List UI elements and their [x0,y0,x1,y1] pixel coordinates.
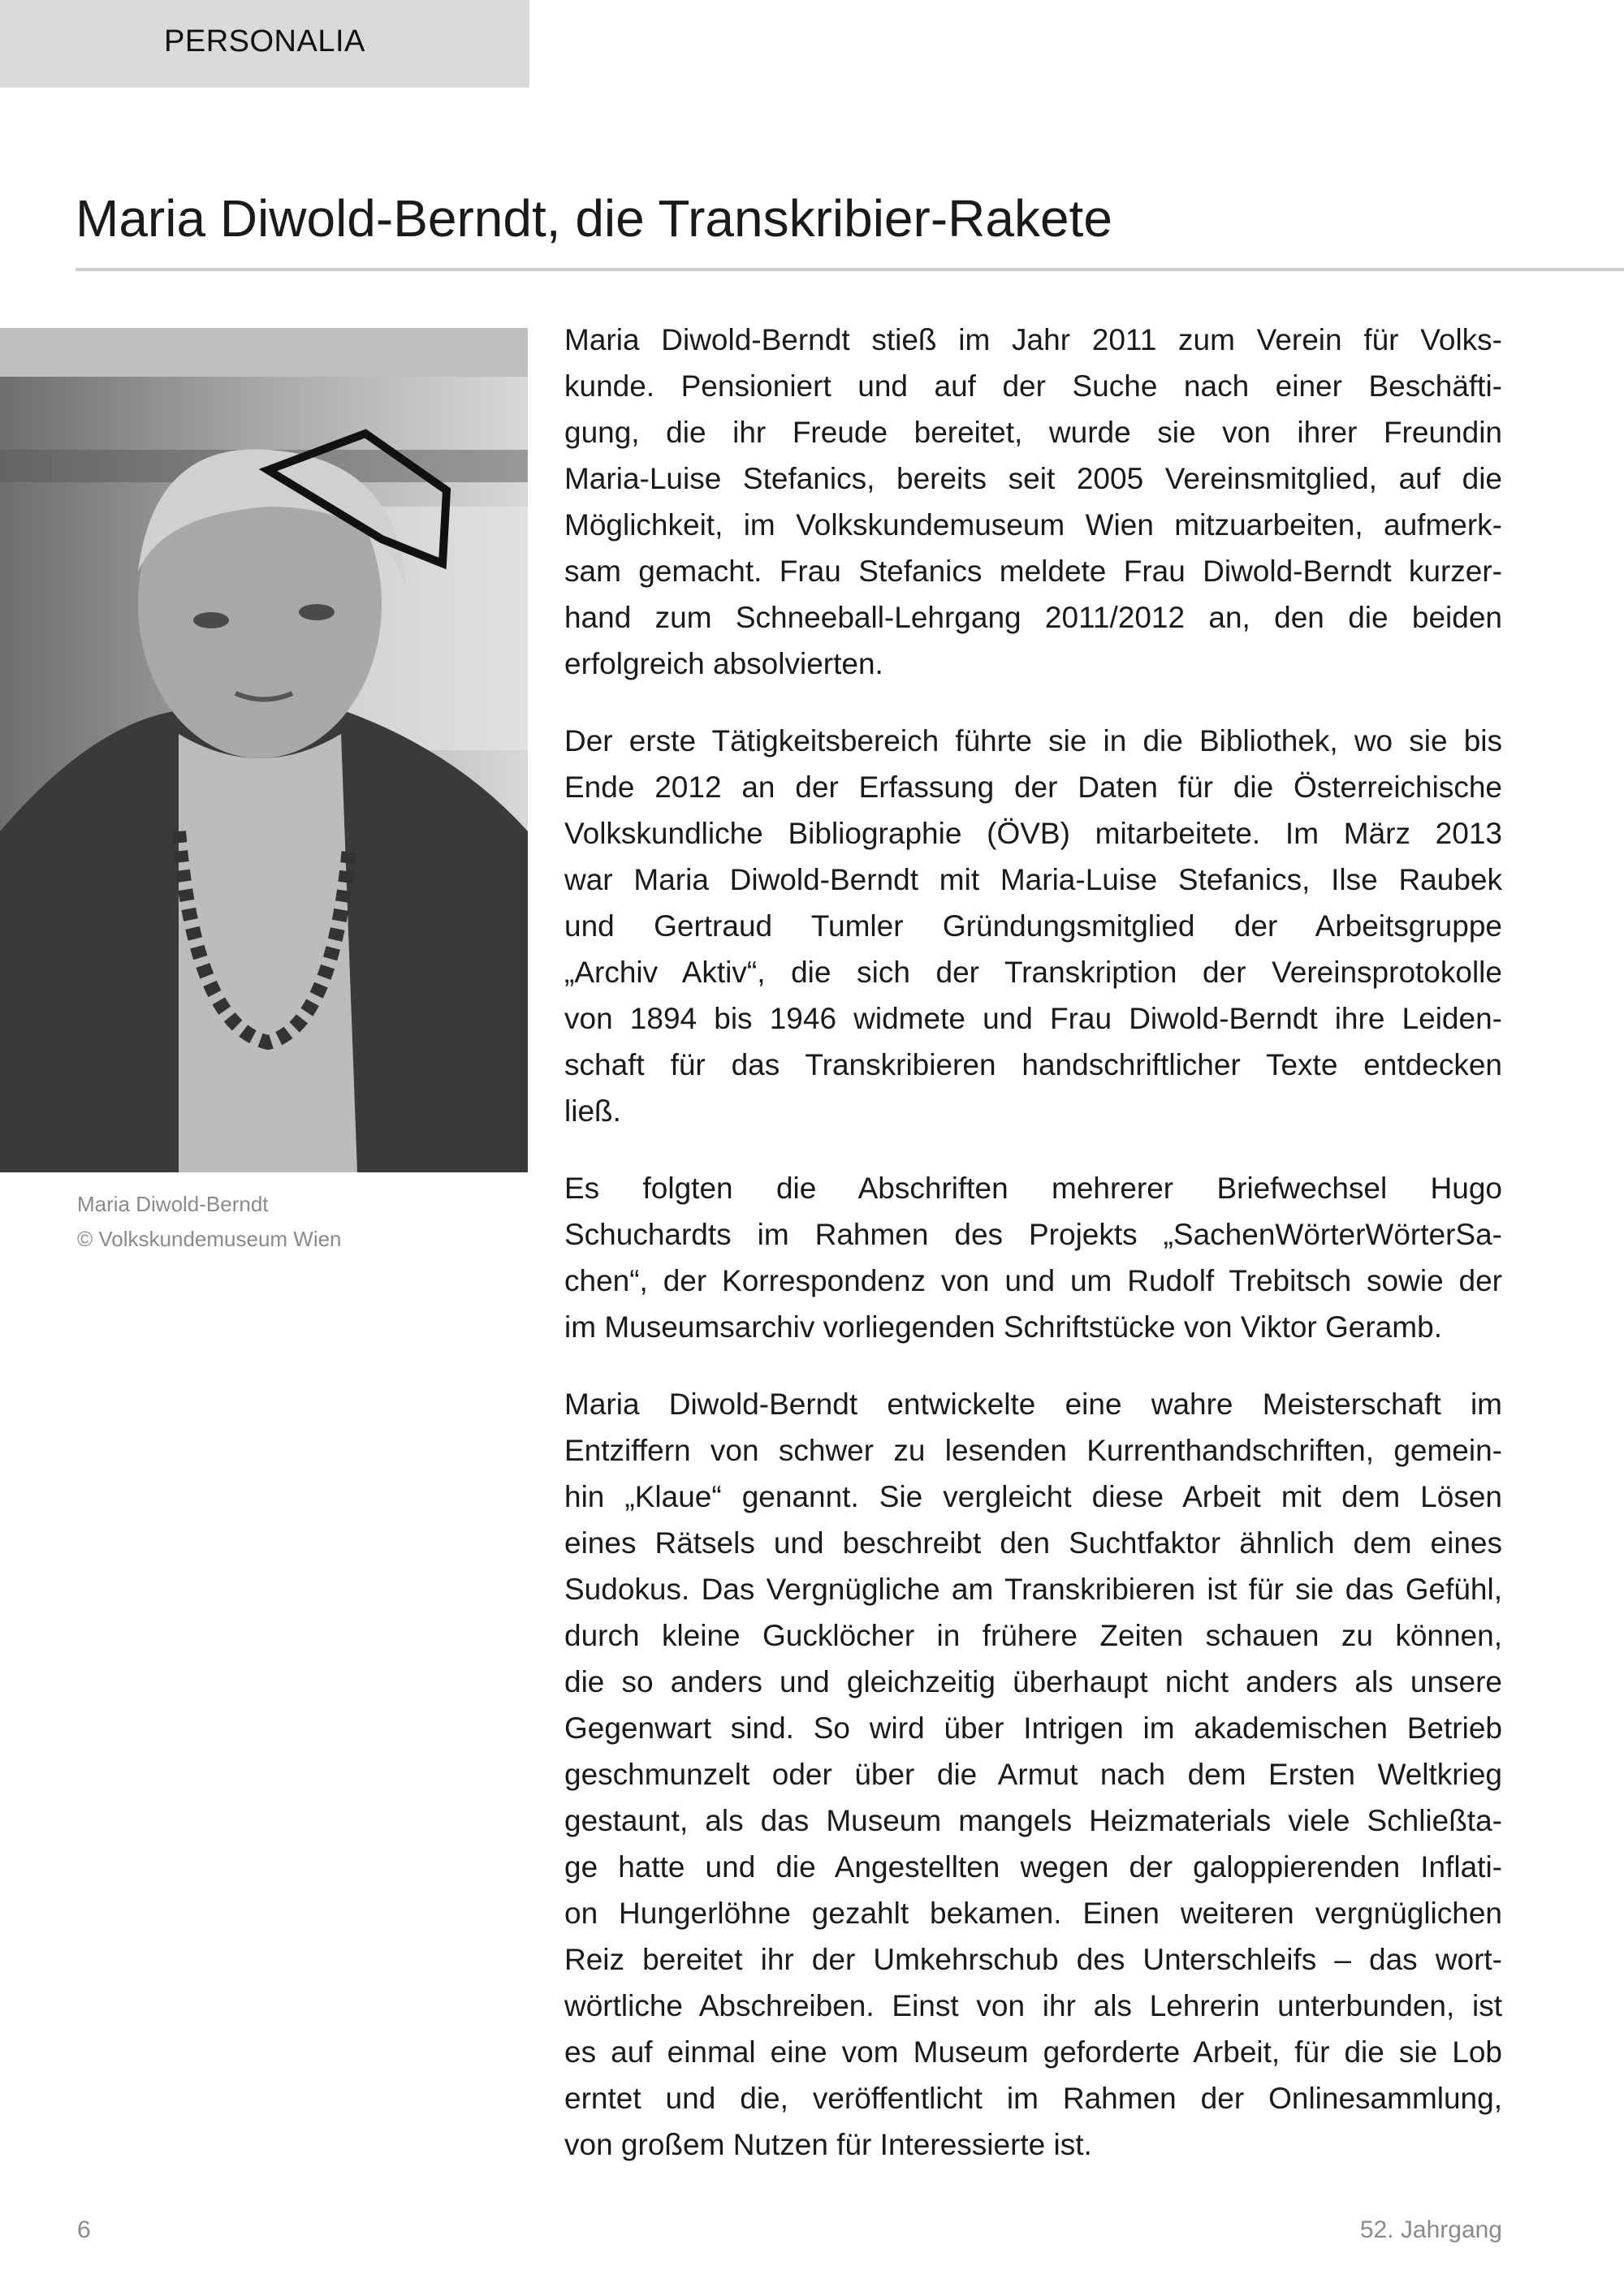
text-line: hand zum Schneeball-Lehrgang 2011/2012 an, den die beiden [564,601,1502,634]
text-line: on Hungerlöhne gezahlt bekamen. Einen weiteren vergnüglichen [564,1897,1502,1930]
text-line: es auf einmal eine vom Museum geforderte Arbeit, für die sie Lob [564,2035,1502,2069]
page-number: 6 [77,2216,91,2243]
article-paragraph [564,1165,1502,1350]
text-line: von großem Nutzen für Interessierte ist. [564,2128,1092,2161]
text-line: im Museumsarchiv vorliegenden Schriftstücke von Viktor Geramb. [564,1310,1442,1344]
text-line: Möglichkeit, im Volkskundemuseum Wien mitzuarbeiten, aufmerk- [564,508,1502,542]
text-line: geschmunzelt oder über die Armut nach dem Ersten Weltkrieg [564,1758,1502,1791]
text-line: Maria-Luise Stefanics, bereits seit 2005 Vereinsmitglied, auf die [564,462,1502,495]
text-line: kunde. Pensioniert und auf der Suche nach einer Beschäfti- [564,369,1502,403]
text-line: Reiz bereitet ihr der Umkehrschub des Unterschleifs – das wort- [564,1943,1502,1976]
text-line: Ende 2012 an der Erfassung der Daten für die Österreichische [564,770,1502,804]
text-line: Gegenwart sind. So wird über Intrigen im akademischen Betrieb [564,1711,1502,1745]
text-line: sam gemacht. Frau Stefanics meldete Frau Diwold-Berndt kurzer- [564,555,1502,588]
section-label: PERSONALIA [164,24,365,58]
text-line: „Archiv Aktiv“, die sich der Transkription der Vereinsprotokolle [564,956,1502,989]
text-line: Volkskundliche Bibliographie (ÖVB) mitarbeitete. Im März 2013 [564,817,1502,850]
text-line: hin „Klaue“ genannt. Sie vergleicht diese Arbeit mit dem Lösen [564,1480,1502,1513]
text-line: und Gertraud Tumler Gründungsmitglied der Arbeitsgruppe [564,909,1502,943]
text-line: ließ. [564,1094,621,1128]
photo-caption [77,1187,342,1257]
text-line: Schuchardts im Rahmen des Projekts „SachenWörterWörterSa- [564,1218,1502,1251]
text-line: gung, die ihr Freude bereitet, wurde sie von ihrer Freundin [564,416,1502,449]
text-line: Es folgten die Abschriften mehrerer Briefwechsel Hugo [564,1172,1502,1205]
article-body [564,317,1502,2199]
article-title: Maria Diwold-Berndt, die Transkribier-Rakete [76,189,1112,248]
text-line: eines Rätsels und beschreibt den Suchtfaktor ähnlich dem eines [564,1526,1502,1560]
text-line: erntet und die, veröffentlicht im Rahmen der Onlinesammlung, [564,2082,1502,2115]
text-line: die so anders und gleichzeitig überhaupt nicht anders als unsere [564,1665,1502,1698]
volume-label: 52. Jahrgang [1359,2216,1502,2243]
section-tab [0,0,529,88]
text-line: erfolgreich absolvierten. [564,647,883,680]
title-divider [76,268,1624,271]
article-paragraph [564,317,1502,687]
text-line: von 1894 bis 1946 widmete und Frau Diwold-Berndt ihre Leiden- [564,1002,1502,1035]
text-line: Maria Diwold-Berndt entwickelte eine wahre Meisterschaft im [564,1388,1502,1421]
article-paragraph [564,718,1502,1134]
text-line: schaft für das Transkribieren handschriftlicher Texte entdecken [564,1048,1502,1081]
text-line: gestaunt, als das Museum mangels Heizmaterials viele Schließta- [564,1804,1502,1837]
text-line: chen“, der Korrespondenz von und um Rudolf Trebitsch sowie der [564,1264,1502,1297]
caption-credit: © Volkskundemuseum Wien [77,1227,342,1251]
text-line: Maria Diwold-Berndt stieß im Jahr 2011 zum Verein für Volks- [564,323,1502,356]
text-line: ge hatte und die Angestellten wegen der galoppierenden Inflati- [564,1850,1502,1884]
text-line: war Maria Diwold-Berndt mit Maria-Luise Stefanics, Ilse Raubek [564,863,1502,896]
caption-name: Maria Diwold-Berndt [77,1192,269,1216]
text-line: durch kleine Gucklöcher in frühere Zeiten schauen zu können, [564,1619,1502,1652]
article-paragraph [564,1381,1502,2168]
text-line: Sudokus. Das Vergnügliche am Transkribieren ist für sie das Gefühl, [564,1573,1502,1606]
text-line: wörtliche Abschreiben. Einst von ihr als Lehrerin unterbunden, ist [564,1989,1502,2022]
portrait-photo [0,328,528,1172]
text-line: Der erste Tätigkeitsbereich führte sie in die Bibliothek, wo sie bis [564,724,1502,757]
text-line: Entziffern von schwer zu lesenden Kurrenthandschriften, gemein- [564,1434,1502,1467]
